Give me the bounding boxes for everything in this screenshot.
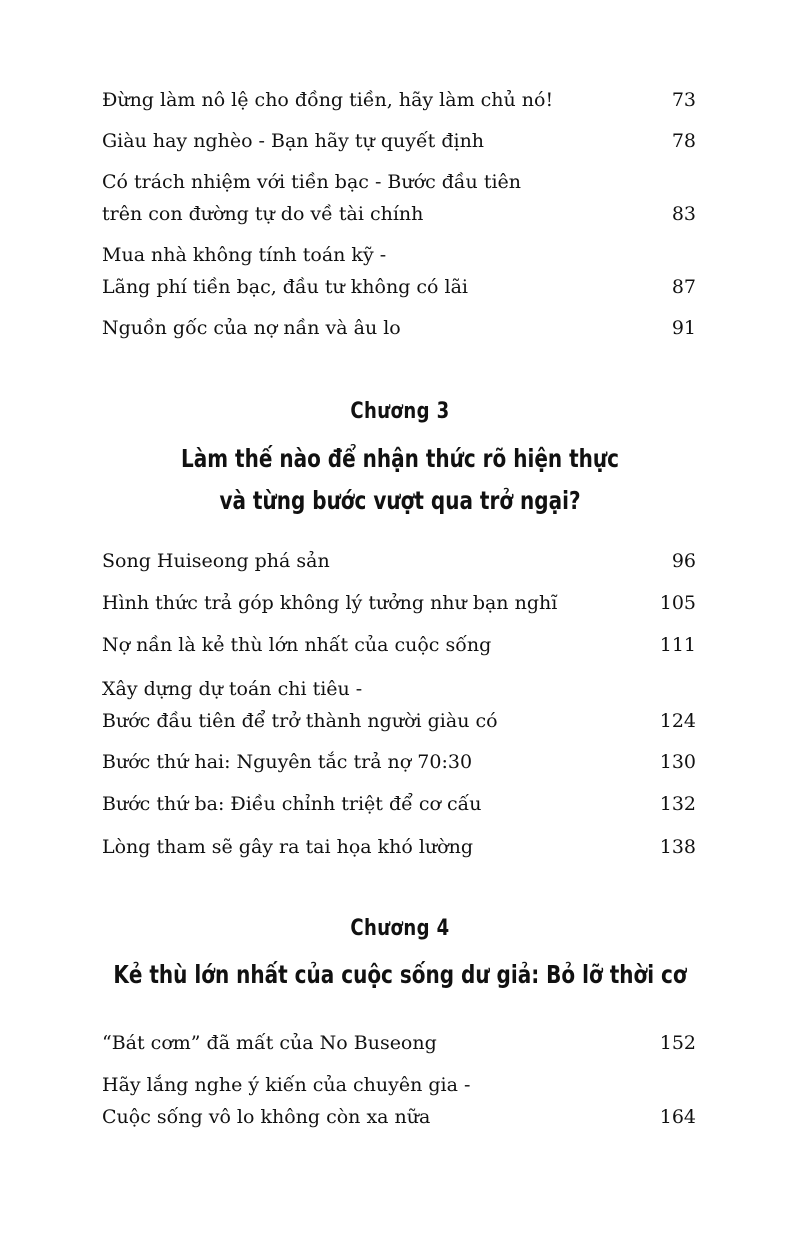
toc-entry (102, 788, 696, 820)
chapter-label: Chương 3 (350, 399, 450, 424)
toc-entry (102, 239, 696, 303)
toc-entry (102, 125, 696, 157)
toc-entry (102, 166, 696, 230)
toc-entry-title: Xây dựng dự toán chi tiêu - (102, 678, 363, 700)
toc-entry-page: 91 (671, 317, 696, 339)
toc-entry-title: trên con đường tự do về tài chính (102, 203, 424, 225)
toc-entry (102, 1069, 696, 1133)
toc-entry-title: Lãng phí tiền bạc, đầu tư không có lãi (102, 276, 469, 298)
toc-entry-title: Bước thứ hai: Nguyên tắc trả nợ 70:30 (102, 751, 473, 773)
toc-entry-title: Cuộc sống vô lo không còn xa nữa (102, 1106, 431, 1128)
toc-entry-page: 83 (671, 203, 696, 225)
toc-entry-page: 152 (659, 1032, 696, 1054)
toc-entry-title: Có trách nhiệm với tiền bạc - Bước đầu tiên (102, 171, 522, 193)
toc-entry-page: 138 (659, 836, 696, 858)
toc-entry (102, 545, 696, 577)
toc-entry-title: Bước đầu tiên để trở thành người giàu có (102, 710, 498, 732)
toc-entry-title: Nguồn gốc của nợ nần và âu lo (102, 317, 401, 339)
toc-entry-title: Nợ nần là kẻ thù lớn nhất của cuộc sống (102, 634, 492, 656)
toc-entry-title: Song Huiseong phá sản (102, 550, 330, 572)
toc-entry-title: Bước thứ ba: Điều chỉnh triệt để cơ cấu (102, 793, 482, 815)
toc-entry-title: Mua nhà không tính toán kỹ - (102, 244, 387, 266)
toc-entry-title: Hình thức trả góp không lý tưởng như bạn nghĩ (102, 592, 558, 614)
toc-entry (102, 673, 696, 737)
toc-entry (102, 587, 696, 619)
toc-entry-title: Lòng tham sẽ gây ra tai họa khó lường (102, 836, 474, 858)
toc-entry-title: Hãy lắng nghe ý kiến của chuyên gia - (102, 1074, 471, 1096)
toc-entry (102, 312, 696, 344)
toc-entry-page: 96 (671, 550, 696, 572)
toc-entry (102, 1027, 696, 1059)
chapter-title: Làm thế nào để nhận thức rõ hiện thực (181, 444, 619, 473)
toc-entry-page: 73 (671, 89, 696, 111)
toc-entry-page: 164 (659, 1106, 696, 1128)
toc-entry-page: 130 (659, 751, 696, 773)
toc-entry (102, 831, 696, 863)
toc-entry-title: Đừng làm nô lệ cho đồng tiền, hãy làm chủ nó! (102, 89, 554, 111)
chapter-label: Chương 4 (350, 916, 450, 941)
toc-entry-page: 111 (659, 634, 696, 656)
toc-entry-page: 105 (659, 592, 696, 614)
toc-entry-title: Giàu hay nghèo - Bạn hãy tự quyết định (102, 130, 485, 152)
toc-entry (102, 629, 696, 661)
chapter-title: và từng bước vượt qua trở ngại? (219, 486, 581, 515)
toc-entry-page: 124 (659, 710, 696, 732)
chapter-title: Kẻ thù lớn nhất của cuộc sống dư giả: Bỏ lỡ thời cơ (113, 960, 687, 989)
toc-entry-title: “Bát cơm” đã mất của No Buseong (102, 1032, 437, 1054)
toc-entry-page: 78 (671, 130, 696, 152)
toc-entry-page: 132 (659, 793, 696, 815)
toc-entry-page: 87 (671, 276, 696, 298)
toc-entry (102, 84, 696, 116)
toc-entry (102, 746, 696, 778)
